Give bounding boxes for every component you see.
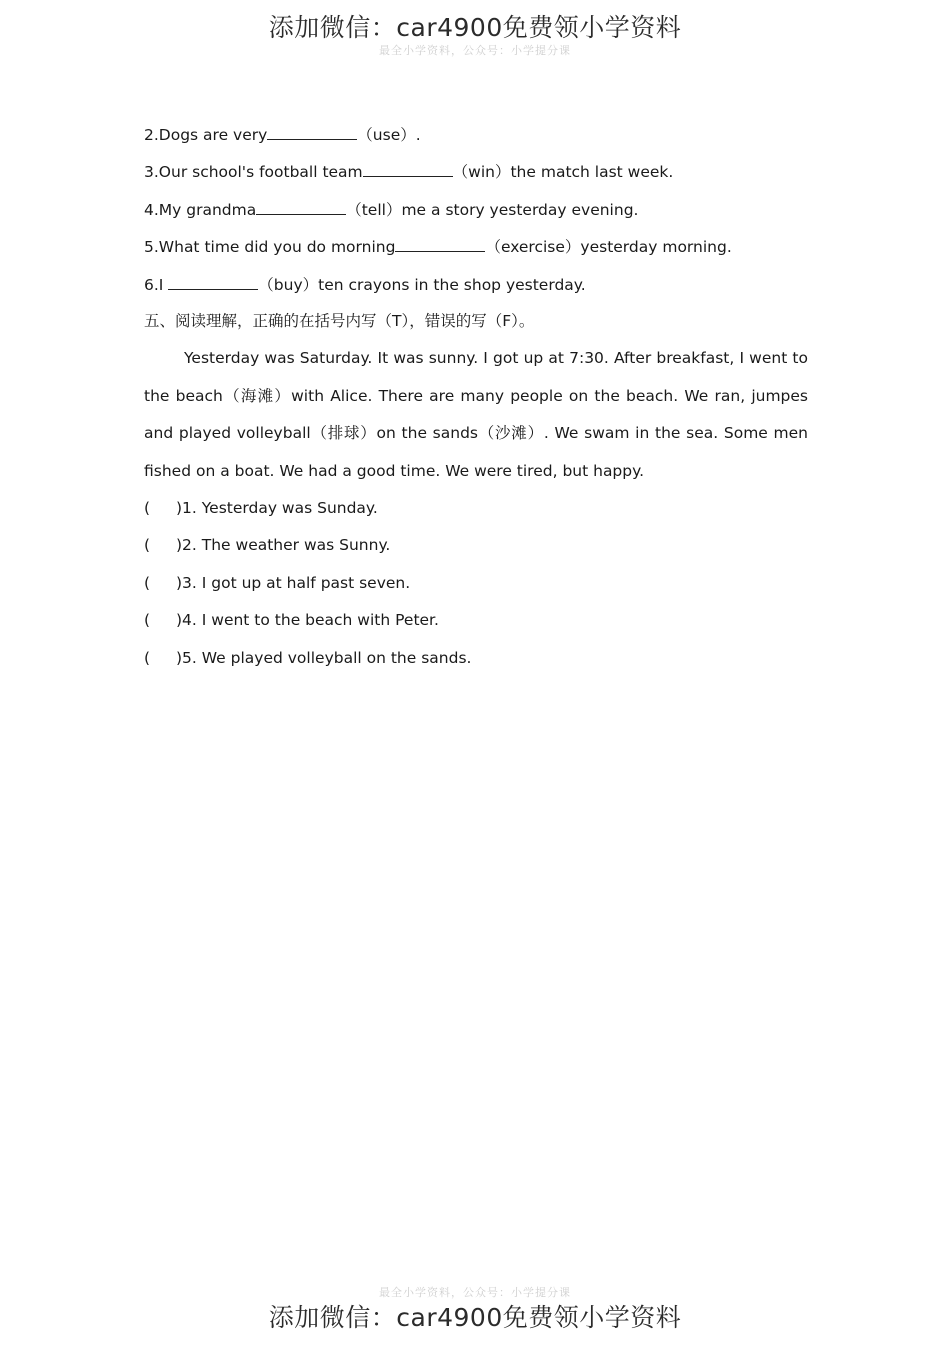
fill-in-text-before: 5.What time did you do morning [144, 238, 396, 256]
answer-blank[interactable] [256, 197, 346, 215]
fill-in-item-3 [144, 159, 673, 184]
answer-blank[interactable] [267, 122, 357, 140]
watermark-banner-bottom: 添加微信：car4900免费领小学资料 [268, 1303, 682, 1332]
faint-footer-text: 最全小学资料，公众号：小学提分课 [379, 1286, 571, 1299]
fill-in-text-after: （exercise）yesterday morning. [485, 238, 732, 256]
answer-bracket[interactable]: ( [144, 536, 151, 554]
fill-in-text-after: （win）the match last week. [452, 163, 674, 181]
fill-in-text-before: 2.Dogs are very [144, 126, 268, 144]
fill-in-item-5 [144, 234, 732, 259]
question-text: )3. I got up at half past seven. [176, 574, 411, 592]
fill-in-text-before: 4.My grandma [144, 201, 257, 219]
answer-bracket[interactable]: ( [144, 499, 151, 517]
watermark-banner-top: 添加微信：car4900免费领小学资料 [268, 13, 682, 42]
tf-question-2 [144, 533, 390, 557]
reading-passage: Yesterday was Saturday. It was sunny. I got up at 7:30. After breakfast, I went to the beach（海滩）with Alice. There are many people on the beach. We ran, jumpes and played volleyball（排球）on the sands（沙滩）. We swam in the sea. Some men fished on a boat. We had a good time. We were tired, but happy. [144, 349, 808, 480]
fill-in-item-6 [144, 272, 586, 297]
section-5-heading: 五、阅读理解，正确的在括号内写（T），错误的写（F）。 [144, 312, 535, 330]
answer-blank[interactable] [395, 234, 485, 252]
question-text: )1. Yesterday was Sunday. [176, 499, 378, 517]
answer-bracket[interactable]: ( [144, 574, 151, 592]
fill-in-text-after: （use）. [357, 126, 421, 144]
tf-question-3 [144, 571, 410, 595]
question-text: )2. The weather was Sunny. [176, 536, 391, 554]
question-text: )5. We played volleyball on the sands. [176, 649, 472, 667]
answer-bracket[interactable]: ( [144, 649, 151, 667]
tf-question-5 [144, 646, 471, 670]
fill-in-text-after: （buy）ten crayons in the shop yesterday. [258, 276, 586, 294]
question-text: )4. I went to the beach with Peter. [176, 611, 439, 629]
answer-blank[interactable] [363, 159, 453, 177]
fill-in-text-before: 3.Our school's football team [144, 163, 363, 181]
tf-question-4 [144, 608, 439, 632]
answer-bracket[interactable]: ( [144, 611, 151, 629]
fill-in-text-before: 6.I [144, 276, 169, 294]
fill-in-item-2 [144, 122, 421, 147]
fill-in-item-4 [144, 197, 638, 222]
answer-blank[interactable] [168, 272, 258, 290]
faint-header-text: 最全小学资料，公众号：小学提分课 [379, 44, 571, 57]
tf-question-1 [144, 496, 378, 520]
fill-in-text-after: （tell）me a story yesterday evening. [346, 201, 639, 219]
